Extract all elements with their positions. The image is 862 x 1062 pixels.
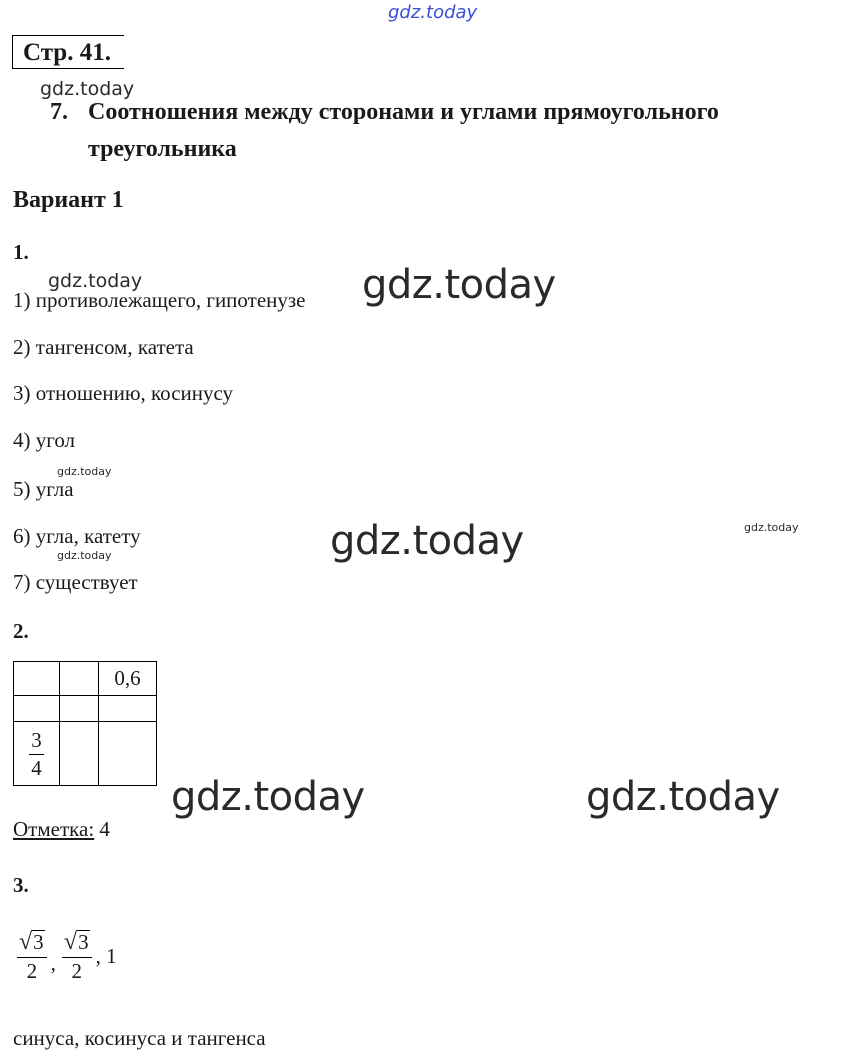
watermark-large: gdz.today [586,774,780,820]
fraction-denominator: 4 [31,756,42,780]
watermark-large: gdz.today [171,774,365,820]
section-title-line2: треугольника [88,136,237,162]
section-number: 7. [50,99,68,125]
task3-text: синуса, косинуса и тангенса [13,1026,266,1050]
table-cell [60,722,99,786]
task2-number: 2. [13,619,29,643]
watermark-small: gdz.today [57,549,112,562]
table-cell [60,696,99,722]
watermark-large: gdz.today [330,518,524,564]
table-cell [14,722,60,786]
task3-number: 3. [13,873,29,897]
fraction-numerator: 3 [29,730,44,755]
task1-answer: 6) угла, катету [13,524,141,548]
fraction-denominator: 2 [26,959,38,984]
fraction-numerator [62,930,92,958]
watermark-large: gdz.today [362,262,556,308]
section-title-line1: Соотношения между сторонами и углами прямоугольного [88,99,719,125]
sqrt-icon: √ 3 [63,929,89,955]
fraction-numerator [17,930,47,958]
fraction-denominator: 2 [71,959,82,984]
table-cell [99,722,157,786]
task1-answer: 3) отношению, косинусу [13,381,234,405]
table-cell [14,696,60,722]
table-cell [99,696,157,722]
answer-table [13,661,157,786]
fraction [62,930,92,982]
task3-expression [17,930,117,982]
watermark-top: gdz.today [388,2,478,23]
task1-number: 1. [13,240,29,264]
table-cell [60,662,99,696]
watermark: gdz.today [48,270,143,292]
grade-line [13,817,110,842]
fraction [17,930,47,982]
watermark-small: gdz.today [57,465,112,478]
task1-answer: 7) существует [13,570,138,594]
watermark-small: gdz.today [744,521,799,534]
table-cell [14,662,60,696]
task1-answer: 2) тангенсом, катета [13,335,194,359]
fraction [29,730,44,779]
task1-answer: 5) угла [13,477,74,501]
expression-tail: , 1 [95,943,117,968]
task1-answer: 1) противолежащего, гипотенузе [13,288,306,312]
watermark: gdz.today [40,78,135,100]
task1-answer: 4) угол [13,428,76,452]
grade-value: 4 [99,817,110,841]
separator: , [50,950,56,975]
page-label: Стр. 41. [12,35,124,69]
grade-label: Отметка: [13,817,95,841]
sqrt-icon: √ 3 [19,929,44,955]
variant-heading: Вариант 1 [13,187,124,213]
table-cell: 0,6 [99,662,157,696]
